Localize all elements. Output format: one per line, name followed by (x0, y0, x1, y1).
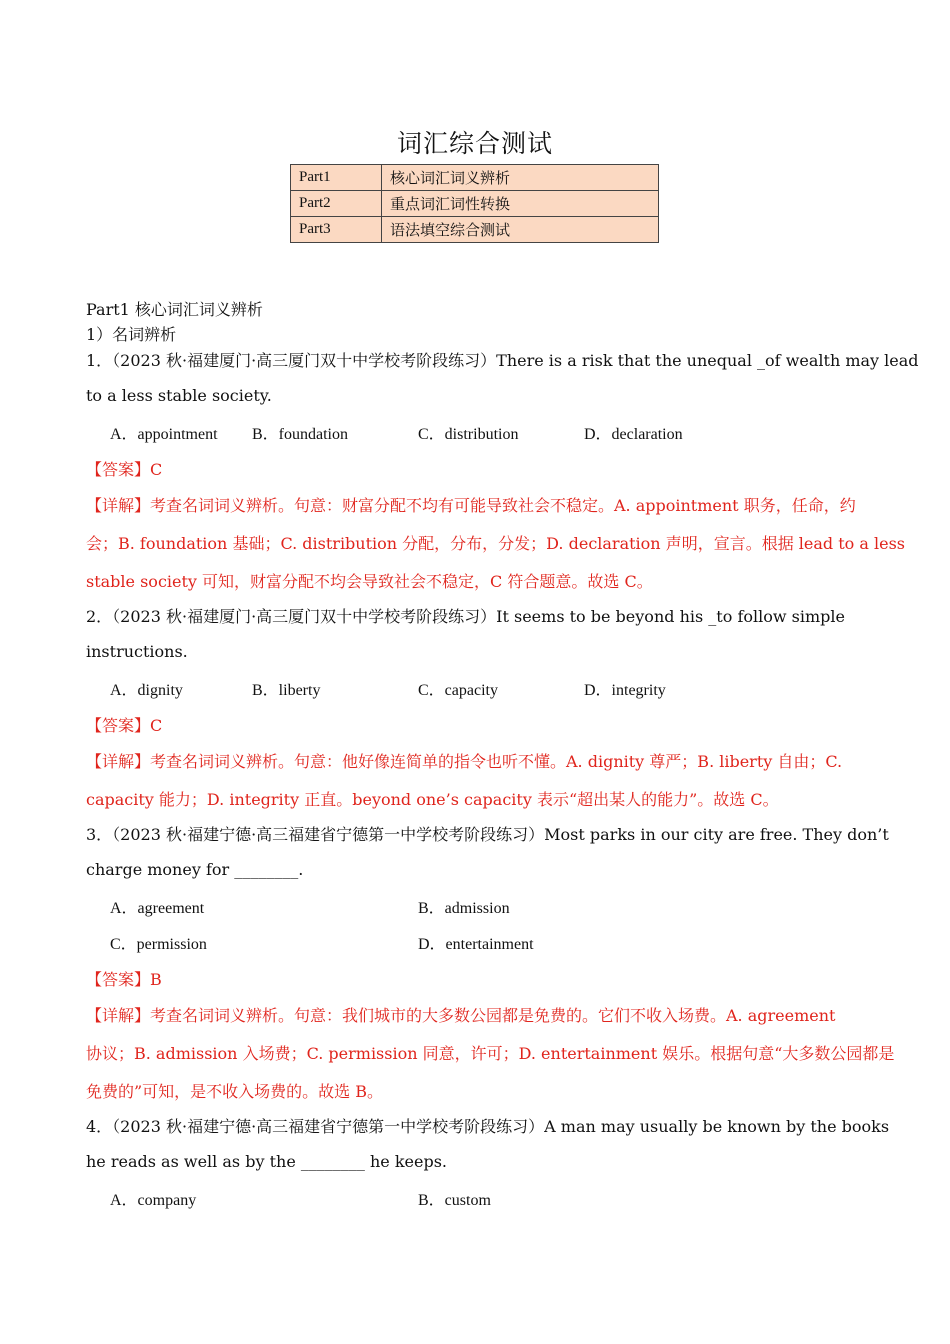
question-1-stem-continued: to a less stable society. (86, 386, 272, 405)
question-3-option-b: B．admission (418, 900, 510, 917)
question-3-explanation-line: 【详解】考查名词词义辨析。句意：我们城市的大多数公园都是免费的。它们不收入场费。A. agreement (86, 1006, 836, 1025)
toc-part-description: 重点词汇词性转换 (382, 191, 659, 217)
question-2-stem: 2．（2023 秋·福建厦门·高三厦门双十中学校考阶段练习）It seems to be beyond his _to follow simple (86, 607, 845, 626)
question-1-option-a: A．appointment (110, 426, 218, 443)
question-4-stem: 4．（2023 秋·福建宁德·高三福建省宁德第一中学校考阶段练习）A man may usually be known by the books (86, 1117, 890, 1136)
question-3-explanation-line: 协议；B. admission 入场费；C. permission 同意，许可；D. entertainment 娱乐。根据句意“大多数公园都是 (86, 1044, 895, 1063)
question-3-stem: 3．（2023 秋·福建宁德·高三福建省宁德第一中学校考阶段练习）Most parks in our city are free. They don’t (86, 825, 889, 844)
question-4-option-a: A．company (110, 1192, 197, 1209)
question-2-explanation-line: 【详解】考查名词词义辨析。句意：他好像连简单的指令也听不懂。A. dignity 尊严；B. liberty 自由；C. (86, 752, 843, 771)
question-4-stem-continued: he reads as well as by the ________ he keeps. (86, 1152, 447, 1171)
toc-part-description: 核心词汇词义辨析 (382, 165, 659, 191)
table-row (291, 165, 659, 191)
question-3-option-c: C．permission (110, 936, 207, 953)
question-2-stem-continued: instructions. (86, 642, 188, 661)
question-3-option-d: D．entertainment (418, 936, 534, 953)
question-2-option-a: A．dignity (110, 682, 183, 699)
page-title: 词汇综合测试 (396, 129, 553, 158)
question-2-option-c: C．capacity (418, 682, 498, 699)
question-1-answer: 【答案】C (86, 460, 163, 479)
question-3-stem-continued: charge money for ________. (86, 860, 304, 879)
question-1-option-c: C．distribution (418, 426, 519, 443)
question-1-option-b: B．foundation (252, 426, 348, 443)
toc-part-description: 语法填空综合测试 (382, 217, 659, 243)
table-row (291, 191, 659, 217)
question-2-explanation-line: capacity 能力；D. integrity 正直。beyond one’s capacity 表示“超出某人的能力”。故选 C。 (86, 790, 779, 809)
question-2-answer: 【答案】C (86, 716, 163, 735)
contents-table (290, 164, 659, 243)
question-1-option-d: D．declaration (584, 426, 683, 443)
question-2-option-b: B．liberty (252, 682, 321, 699)
question-4-option-b: B．custom (418, 1192, 491, 1209)
question-1-explanation-line: 【详解】考查名词词义辨析。句意：财富分配不均有可能导致社会不稳定。A. appointment 职务，任命，约 (86, 496, 856, 515)
question-3-explanation-line: 免费的”可知，是不收入场费的。故选 B。 (86, 1082, 384, 1101)
question-2-option-d: D．integrity (584, 682, 666, 699)
question-3-option-a: A．agreement (110, 900, 205, 917)
toc-part-label: Part3 (291, 217, 382, 243)
toc-part-label: Part1 (291, 165, 382, 191)
toc-part-label: Part2 (291, 191, 382, 217)
question-1-explanation-line: 会；B. foundation 基础；C. distribution 分配，分布，分发；D. declaration 声明，宣言。根据 lead to a less (86, 534, 906, 553)
question-1-explanation-line: stable society 可知，财富分配不均会导致社会不稳定，C 符合题意。故选 C。 (86, 572, 653, 591)
section-heading: Part1 核心词汇词义辨析 (86, 300, 263, 319)
subsection-heading: 1）名词辨析 (86, 325, 177, 344)
table-row (291, 217, 659, 243)
question-1-stem: 1．（2023 秋·福建厦门·高三厦门双十中学校考阶段练习）There is a risk that the unequal _of wealth may lead (86, 351, 919, 370)
question-3-answer: 【答案】B (86, 970, 162, 989)
